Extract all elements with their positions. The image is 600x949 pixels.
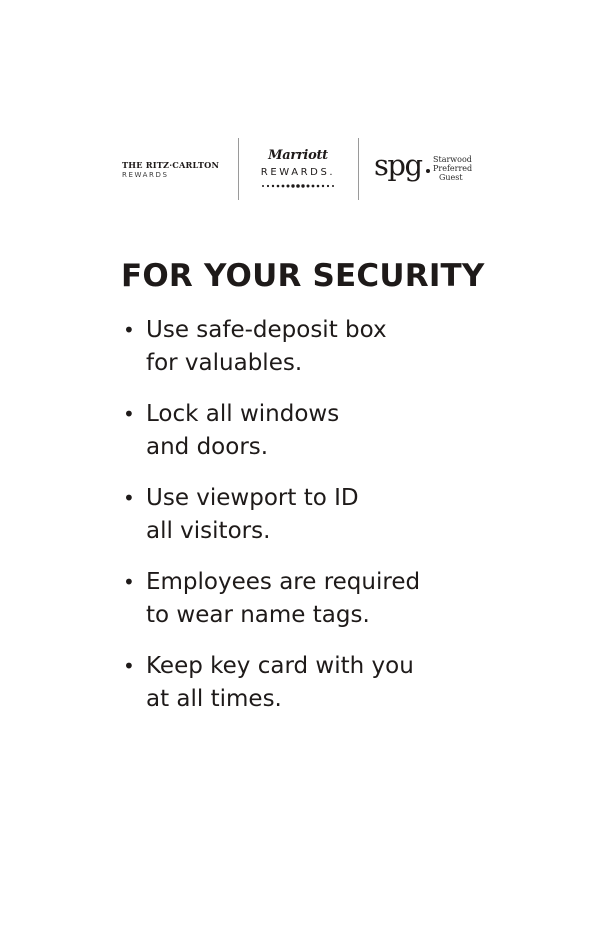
marriott-rewards-logo [250, 148, 346, 189]
tip-line: Employees are required [146, 569, 421, 595]
tip-line: to wear name tags. [146, 602, 370, 628]
tip-line: and doors. [146, 434, 269, 460]
tip-line: Keep key card with you [146, 653, 414, 679]
logo-divider [238, 138, 239, 200]
marriott-logo-name: Marriott [268, 148, 328, 163]
spg-logo-word: Preferred [433, 164, 473, 173]
tip-line: Use safe-deposit box [146, 317, 387, 343]
tip-line: all visitors. [146, 518, 271, 544]
bullet-icon: • [123, 402, 135, 426]
spg-logo-word: Starwood [433, 155, 472, 164]
tip-line: at all times. [146, 686, 282, 712]
list-item [120, 650, 500, 734]
list-item [120, 566, 500, 650]
spg-logo-word: Guest [439, 173, 463, 182]
security-tips-list [120, 314, 500, 734]
list-item [120, 314, 500, 398]
brand-logo-strip [0, 138, 600, 200]
tip-line: Lock all windows [146, 401, 340, 427]
bullet-icon: • [123, 654, 135, 678]
ritz-carlton-rewards-logo [122, 160, 232, 180]
marriott-dots-ornament [261, 183, 335, 189]
page-title: FOR YOUR SECURITY [121, 258, 485, 294]
ritz-carlton-logo-sub: REWARDS [122, 171, 169, 179]
spg-logo-words [433, 155, 472, 182]
spg-logo-dot [426, 169, 430, 173]
tip-line: for valuables. [146, 350, 303, 376]
list-item [120, 482, 500, 566]
bullet-icon: • [123, 486, 135, 510]
tip-line: Use viewport to ID [146, 485, 359, 511]
ritz-carlton-logo-name: THE RITZ·CARLTON [122, 160, 220, 170]
marriott-logo-sub: REWARDS. [260, 167, 336, 178]
logo-divider [358, 138, 359, 200]
bullet-icon: • [123, 318, 135, 342]
bullet-icon: • [123, 570, 135, 594]
spg-logo-mark: spg [374, 148, 422, 182]
list-item [120, 398, 500, 482]
